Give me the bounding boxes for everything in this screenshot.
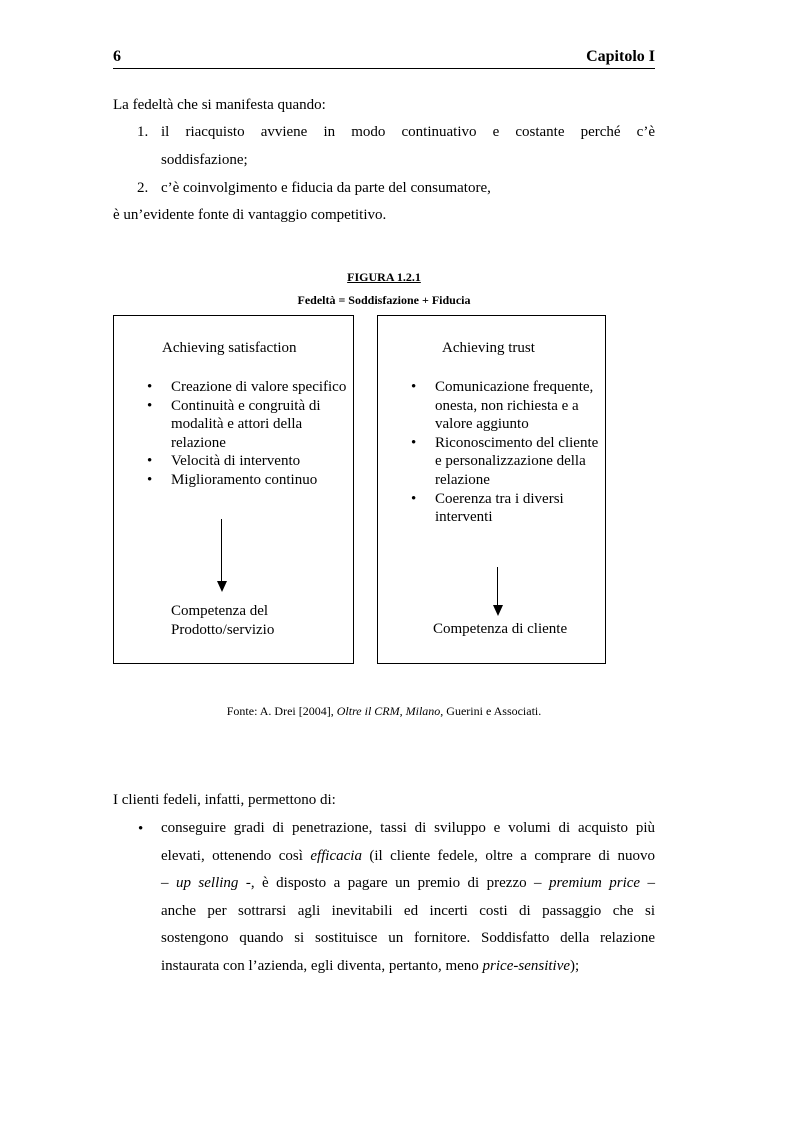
list-item-text: il riacquisto avviene in modo continuativo e costante perché c’è xyxy=(161,124,655,140)
list-item: • Miglioramento continuo xyxy=(147,471,347,490)
figure-subtitle: Fedeltà = Soddisfazione + Fiducia xyxy=(297,293,471,307)
list-item-text: conseguire gradi di penetrazione, tassi di sviluppo e volumi di acquisto più elevati, ottenendo così efficacia (il cliente fedele, oltre a comprare di nuovo – up selling -, è disposto a pagare un premio di prezzo – premium price – anche per sottrarsi agli inevitabili ed incerti costi di passaggio che si sostengono quando si sostituisce un fornitore. Soddisfatto della relazione instaurata con l’azienda, egli diventa, pertanto, meno price-sensitive); xyxy=(161,820,656,974)
numbered-list xyxy=(113,118,655,202)
trust-arrow-shaft xyxy=(497,567,498,607)
satisfaction-heading: Achieving satisfaction xyxy=(162,340,297,356)
list-item: • Velocità di intervento xyxy=(147,452,347,471)
intro-conclusion: è un’evidente fonte di vantaggio competitivo. xyxy=(113,207,387,223)
arrow-down-icon xyxy=(493,605,503,616)
satisfaction-result: Competenza del Prodotto/servizio xyxy=(171,603,275,638)
arrow-down-icon xyxy=(217,581,227,592)
figure-title: FIGURA 1.2.1 xyxy=(347,270,421,284)
list-item xyxy=(113,118,655,174)
list-item-number: 1. xyxy=(137,124,149,140)
bullet-icon: • xyxy=(138,821,144,837)
trust-result: Competenza di cliente xyxy=(433,621,568,637)
intro-lead: La fedeltà che si manifesta quando: xyxy=(113,97,326,113)
list-item: • Creazione di valore specifico xyxy=(147,378,347,397)
list-item-number: 2. xyxy=(137,180,149,196)
figure-source: Fonte: A. Drei [2004], Oltre il CRM, Milano, Guerini e Associati. xyxy=(226,704,542,718)
list-item: • Comunicazione frequente, onesta, non richiesta e a valore aggiunto xyxy=(411,378,601,434)
list-item-text: c’è coinvolgimento e fiducia da parte del consumatore, xyxy=(161,180,491,196)
section-lead: I clienti fedeli, infatti, permettono di: xyxy=(113,792,336,808)
satisfaction-bullets xyxy=(147,378,347,490)
list-item: • Coerenza tra i diversi interventi xyxy=(411,490,601,527)
list-item xyxy=(113,174,655,202)
list-item-text-cont: soddisfazione; xyxy=(161,152,248,168)
list-item: • Continuità e congruità di modalità e attori della relazione xyxy=(147,397,347,453)
list-item: • Riconoscimento del cliente e personalizzazione della relazione xyxy=(411,434,601,490)
page-number: 6 xyxy=(113,48,121,65)
satisfaction-arrow-shaft xyxy=(221,519,222,583)
trust-bullets xyxy=(411,378,601,527)
trust-heading: Achieving trust xyxy=(442,340,535,356)
header-divider xyxy=(113,68,655,69)
bullet-list xyxy=(113,815,655,980)
list-item xyxy=(113,815,655,980)
chapter-title: Capitolo I xyxy=(586,48,655,65)
